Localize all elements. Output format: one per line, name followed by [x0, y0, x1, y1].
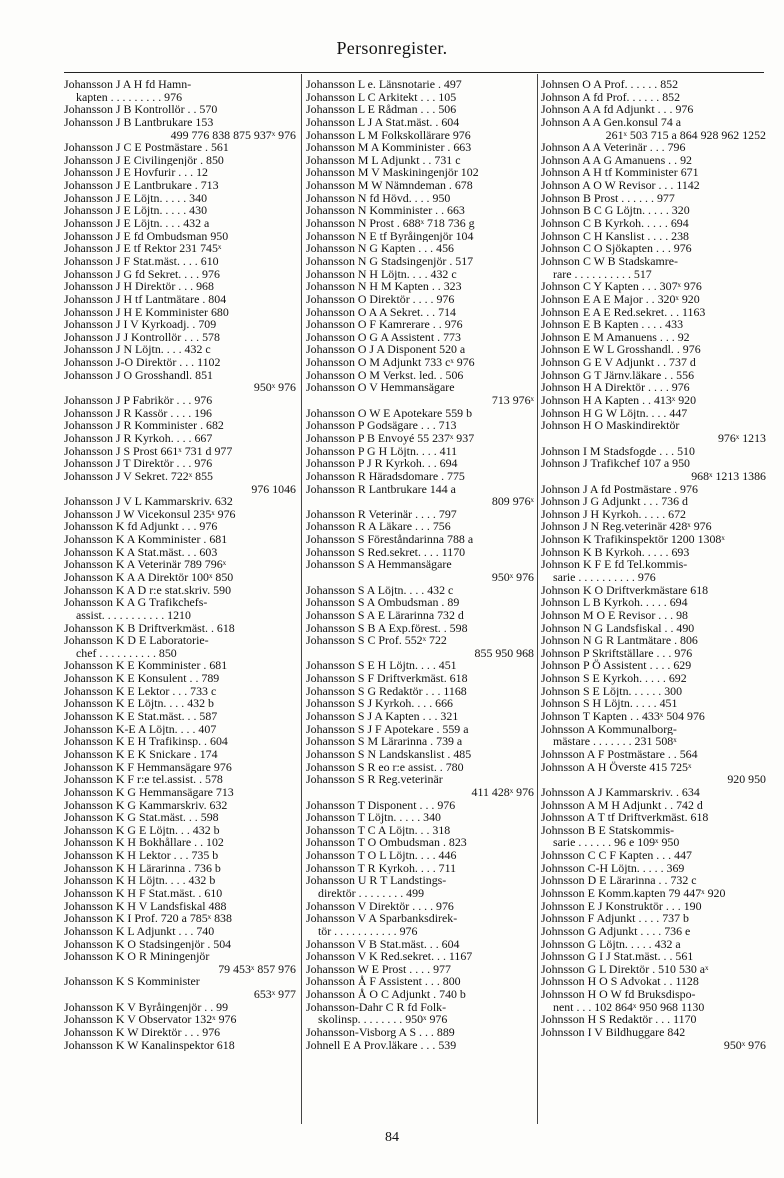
register-entry-line: Johansson S J A Kapten . . . 321	[306, 710, 459, 723]
register-entry-line: Johnson T Kapten . . 433ˣ 504 976	[541, 710, 705, 723]
register-entry-line: Johnson J A fd Postmästare . 976	[541, 482, 698, 496]
register-entry-line: Johnsson A M H Adjunkt . . 742 d	[541, 798, 703, 812]
register-entry-line: Johansson T O Ombudsman . 823	[306, 836, 467, 850]
register-entry-line: Johansson J E fd Ombudsman 950	[64, 229, 229, 243]
register-entry-line: Johansson J E Löjtn. . . . 432 a	[64, 217, 210, 230]
register-entry-line: Johansson K W Direktör . . . 976	[64, 1026, 221, 1039]
register-entry-line: Johansson K G Kammarskriv. 632	[64, 798, 228, 812]
register-entry-line: Johansson J E tf Rektor 231 745ˣ	[64, 242, 222, 255]
register-entry-line: 653ˣ 977	[253, 988, 296, 1001]
register-entry-line: Johansson J F Stat.mäst. . . . 610	[64, 254, 219, 268]
register-entry-line: 79 453ˣ 857 976	[218, 962, 296, 976]
register-entry-line: Johnson N G Landsfiskal . . 490	[541, 621, 695, 635]
register-entry-line: Johansson J A H fd Hamn-	[64, 78, 192, 91]
register-entry-line: Johnson H A Kapten . . 413ˣ 920	[541, 394, 697, 407]
register-entry-line: 950ˣ 976	[491, 570, 534, 584]
register-entry-line: Johansson K F r:e tel.assist. . 578	[64, 773, 223, 786]
register-entry-line: Johansson O V Hemmansägare	[306, 381, 455, 395]
register-entry-line: Johansson K E Löjtn. . . . 432 b	[64, 697, 214, 711]
register-entry-line: Johnsson A F Postmästare . . 564	[541, 747, 698, 761]
register-entry-line: Johansson V A Sparbanksdirek-	[306, 912, 458, 925]
register-entry-line: Johnsson H O W fd Bruksdispo-	[541, 988, 696, 1001]
register-entry-line: Johnson E A E Major . . 320ˣ 920	[541, 292, 700, 306]
register-entry-line: Johansson J E Löjtn. . . . . 430	[64, 204, 208, 218]
register-entry-line: Johansson S A Löjtn. . . . 432 c	[306, 583, 454, 597]
register-entry-line: Johansson T Disponent . . . 976	[306, 798, 456, 812]
register-entry-line: Johansson S R eo r:e assist. . 780	[306, 760, 464, 774]
column-divider	[301, 74, 302, 1124]
register-entry-line: skolinsp. . . . . . . . 950ˣ 976	[318, 1013, 448, 1027]
register-entry-line: Johansson O M Verkst. led. . 506	[306, 368, 464, 382]
register-entry-line: 976ˣ 1213	[717, 431, 766, 445]
page-number: 84	[385, 1130, 399, 1145]
register-entry-line: Johnson H G W Löjtn. . . . 447	[541, 406, 688, 420]
register-entry-line: 411 428ˣ 976	[471, 785, 534, 799]
register-entry-line: Johnsson G Löjtn. . . . . 432 a	[541, 937, 681, 951]
register-entry-line: Johansson K E K Snickare . 174	[64, 747, 218, 761]
register-entry-line: Johansson S A E Lärarinna 732 d	[306, 608, 464, 622]
register-entry-line: Johnsson A H Överste 415 725ˣ	[541, 760, 692, 774]
register-entry-line: Johnsson D E Lärarinna . . 732 c	[541, 874, 697, 887]
register-column-1	[64, 78, 296, 1126]
register-entry-line: Johansson N G Kapten . . . 456	[306, 242, 454, 255]
register-entry-line: Johansson-Dahr C R fd Folk-	[306, 1000, 447, 1014]
register-entry-line: Johnson J H Kyrkoh. . . . . 672	[541, 507, 687, 521]
register-entry-line: Johansson J R Kyrkoh. . . . 667	[64, 431, 213, 445]
register-entry-line: Johansson Å O C Adjunkt . 740 b	[306, 988, 466, 1001]
register-entry-line: Johnsson G Adjunkt . . . . 736 e	[541, 924, 691, 938]
register-entry-line: tör . . . . . . . . . . . 976	[318, 924, 418, 938]
register-entry-line: Johansson J B Kontrollör . . 570	[64, 103, 218, 116]
register-entry-line: Johansson J-O Direktör . . . 1102	[64, 356, 221, 369]
register-entry-line: Johansson K E Konsulent . . 789	[64, 672, 220, 685]
register-entry-line: Johnson L B Kyrkoh. . . . . 694	[541, 596, 688, 609]
register-entry-line: 855 950 968	[474, 646, 534, 660]
register-entry-line: Johansson N E tf Byråingenjör 104	[306, 229, 474, 243]
register-entry-line: Johansson O G A Assistent . 773	[306, 330, 461, 344]
register-entry-line: Johansson P B Envoyé 55 237ˣ 937	[306, 431, 475, 445]
register-entry-line: Johansson K E Stat.mäst. . . 587	[64, 710, 218, 723]
register-entry-line: Johansson M W Nämndeman . 678	[306, 179, 473, 192]
register-entry-line: Johnson C H Kanslist . . . . 238	[541, 229, 689, 243]
register-entry-line: Johansson J R Kassör . . . . 196	[64, 406, 212, 420]
register-entry-line: Johansson J G fd Sekret. . . . 976	[64, 267, 220, 281]
register-entry-line: Johnsson E J Konstruktör . . . 190	[541, 899, 702, 913]
register-entry-line: mästare . . . . . . . 231 508ˣ	[553, 735, 677, 748]
register-entry-line: Johnson K F E fd Tel.kommis-	[541, 558, 688, 571]
register-entry-line: Johnson A A Veterinär . . . 796	[541, 141, 686, 154]
register-entry-line: Johansson R A Läkare . . . 756	[306, 520, 451, 534]
register-entry-line: Johansson V Direktör . . . . 976	[306, 899, 454, 913]
register-entry-line: nent . . . 102 864ˣ 950 968 1130	[553, 1000, 705, 1014]
register-entry-line: Johansson K D E Laboratorie-	[64, 634, 209, 647]
register-entry-line: Johnson K Trafikinspektör 1200 1308ˣ	[541, 533, 725, 546]
register-entry-line: Johansson K B Driftverkmäst. . 618	[64, 621, 235, 635]
register-entry-line: Johansson J V Sekret. 722ˣ 855	[64, 469, 213, 483]
register-entry-line: Johansson S E H Löjtn. . . . 451	[306, 659, 457, 673]
register-entry-line: Johnsson I V Bildhuggare 842	[541, 1026, 686, 1039]
register-column-2	[306, 78, 534, 1126]
register-entry-line: Johansson O Direktör . . . . 976	[306, 292, 455, 306]
register-entry-line: Johansson K V Observator 132ˣ 976	[64, 1013, 237, 1027]
register-entry-line: Johnson B C G Löjtn. . . . . 320	[541, 204, 690, 218]
register-entry-line: Johansson K H Lektor . . . 735 b	[64, 849, 219, 862]
register-entry-line: Johansson K A A Direktör 100ˣ 850	[64, 570, 234, 584]
register-entry-line: Johansson N Komminister . . 663	[306, 204, 465, 218]
register-entry-line: Johnson A A Gen.konsul 74 a	[541, 115, 682, 129]
register-entry-line: Johansson S A Ombudsman . 89	[306, 596, 460, 609]
register-entry-line: Johansson R Lantbrukare 144 a	[306, 482, 456, 496]
register-entry-line: Johansson L J A Stat.mäst. . 604	[306, 115, 460, 129]
register-entry-line: Johansson K I Prof. 720 a 785ˣ 838	[64, 912, 232, 925]
register-entry-line: Johansson K H Lärarinna . 736 b	[64, 861, 221, 875]
register-entry-line: 499 776 838 875 937ˣ 976	[170, 128, 296, 142]
register-entry-line: Johansson O A A Sekret. . . 714	[306, 305, 456, 319]
register-entry-line: Johansson L M Folkskollärare 976	[306, 128, 471, 142]
register-entry-line: rare . . . . . . . . . . 517	[553, 267, 652, 281]
register-entry-line: Johnsson E Komm.kapten 79 447ˣ 920	[541, 887, 726, 900]
register-entry-line: Johansson K A D r:e stat.skriv. 590	[64, 583, 232, 597]
register-entry-line: Johnsson G L Direktör . 510 530 aˣ	[541, 962, 709, 976]
register-entry-line: Johansson J P Fabrikör . . . 976	[64, 394, 213, 407]
register-entry-line: Johansson N fd Hövd. . . . 950	[306, 191, 451, 205]
register-entry-line: Johnsson A T tf Driftverkmäst. 618	[541, 811, 709, 824]
register-entry-line: Johansson N G Stadsingenjör . 517	[306, 254, 474, 268]
register-entry-line: Johansson S F Driftverkmäst. 618	[306, 672, 468, 685]
register-entry-line: Johansson J N Löjtn. . . . 432 c	[64, 343, 211, 357]
register-entry-line: Johansson J E Löjtn. . . . . 340	[64, 191, 208, 205]
register-entry-line: Johansson K H V Landsfiskal 488	[64, 899, 227, 913]
register-entry-line: Johnson E W L Grosshandl. . 976	[541, 343, 701, 357]
register-entry-line: Johnson C Y Kapten . . . 307ˣ 976	[541, 280, 702, 293]
register-entry-line: assist. . . . . . . . . . . 1210	[76, 608, 191, 622]
register-entry-line: Johansson M V Maskiningenjör 102	[306, 166, 479, 180]
register-entry-line: Johnsson F Adjunkt . . . . 737 b	[541, 912, 689, 925]
register-entry-line: Johansson S B A Exp.förest. . 598	[306, 621, 468, 635]
register-entry-line: Johnell E A Prov.läkare . . . 539	[306, 1038, 457, 1052]
register-entry-line: Johnson A fd Prof. . . . . . 852	[541, 90, 681, 104]
register-entry-line: Johnson C B Kyrkoh. . . . . 694	[541, 217, 689, 230]
register-entry-line: 713 976ˣ	[491, 394, 534, 407]
register-entry-line: Johnson A H tf Komminister 671	[541, 166, 699, 180]
register-entry-line: Johansson J H tf Lantmätare . 804	[64, 292, 227, 306]
register-entry-line: Johansson K G Stat.mäst. . . 598	[64, 811, 219, 824]
register-entry-line: Johansson K L Adjunkt . . . 740	[64, 924, 215, 938]
register-entry-line: Johansson J C E Postmästare . 561	[64, 141, 229, 154]
register-entry-line: Johnson A A G Amanuens . . 92	[541, 153, 692, 167]
register-entry-line: Johansson K A Veterinär 789 796ˣ	[64, 558, 227, 571]
register-entry-line: Johnson H A Direktör . . . . 976	[541, 381, 690, 395]
register-entry-line: Johansson K O R Miningenjör	[64, 950, 210, 963]
register-entry-line: Johansson K A G Trafikchefs-	[64, 596, 208, 609]
register-entry-line: Johnson G T Järnv.läkare . . 556	[541, 368, 695, 382]
register-entry-line: Johansson J E Lantbrukare . 713	[64, 179, 219, 192]
register-entry-line: Johnsson A Kommunalborg-	[541, 722, 677, 736]
register-entry-line: 950ˣ 976	[253, 381, 296, 395]
register-entry-line: Johansson P Godsägare . . . 713	[306, 419, 457, 432]
register-entry-line: Johansson P G H Löjtn. . . . 411	[306, 444, 458, 458]
register-entry-line: Johansson T O L Löjtn. . . . 446	[306, 849, 457, 862]
register-entry-line: Johansson N Prost . 688ˣ 718 736 g	[306, 217, 475, 230]
register-entry-line: Johansson L E Rådman . . . 506	[306, 103, 457, 116]
register-entry-line: Johansson L e. Länsnotarie . 497	[306, 78, 462, 91]
register-entry-line: Johnson S H Löjtn. . . . . 451	[541, 697, 678, 711]
register-entry-line: Johnson B Prost . . . . . . 977	[541, 191, 675, 205]
register-entry-line: Johnsson A J Kammarskriv. . 634	[541, 785, 700, 799]
register-entry-line: Johansson O W E Apotekare 559 b	[306, 406, 473, 420]
register-entry-line: Johnson J N Reg.veterinär 428ˣ 976	[541, 520, 712, 534]
register-entry-line: Johnson K O Driftverkmästare 618	[541, 583, 709, 597]
register-entry-line: Johnson S E Löjtn. . . . . . 300	[541, 684, 683, 698]
register-entry-line: Johansson K E Komminister . 681	[64, 659, 228, 673]
register-entry-line: Johnson E A E Red.sekret. . . 1163	[541, 305, 706, 319]
register-entry-line: Johansson S J Kyrkoh. . . . 666	[306, 697, 453, 711]
register-entry-line: Johnsson C C F Kapten . . . 447	[541, 849, 692, 862]
register-entry-line: Johnson I M Stadsfogde . . . 510	[541, 444, 695, 458]
register-entry-line: Johnson N G R Lantmätare . 806	[541, 634, 698, 647]
register-entry-line: Johansson K H Löjtn. . . . 432 b	[64, 874, 216, 887]
register-entry-line: Johansson S J F Apotekare . 559 a	[306, 722, 469, 736]
column-divider	[537, 74, 538, 1124]
register-entry-line: Johansson K A Stat.mäst. . . 603	[64, 545, 218, 559]
register-entry-line: Johansson J I V Kyrkoadj. . 709	[64, 318, 217, 331]
register-entry-line: 968ˣ 1213 1386	[691, 469, 766, 483]
register-entry-line: Johansson K E H Trafikinsp. . 604	[64, 735, 228, 748]
register-entry-line: Johansson K O Stadsingenjör . 504	[64, 937, 232, 951]
register-entry-line: Johansson S G Redaktör . . . 1168	[306, 684, 467, 698]
register-entry-line: Johansson K S Komminister	[64, 975, 200, 989]
register-entry-line: Johansson V K Red.sekret. . . 1167	[306, 950, 473, 963]
register-entry-line: Johnson A O W Revisor . . . 1142	[541, 179, 700, 192]
register-entry-line: Johansson S Red.sekret. . . . 1170	[306, 545, 466, 559]
register-entry-line: Johansson M L Adjunkt . . 731 c	[306, 153, 461, 167]
register-entry-line: Johansson M A Komminister . 663	[306, 141, 472, 154]
register-entry-line: Johansson J E Hovfurir . . . 12	[64, 166, 208, 180]
register-entry-line: Johansson S N Landskanslist . 485	[306, 747, 472, 761]
register-entry-line: Johansson Å F Assistent . . . 800	[306, 975, 461, 989]
register-entry-line: Johnson H O Maskindirektör	[541, 419, 680, 432]
register-entry-line: Johansson J W Vicekonsul 235ˣ 976	[64, 507, 236, 521]
title-rule	[64, 72, 764, 73]
register-entry-line: Johansson S C Prof. 552ˣ 722	[306, 634, 447, 647]
register-entry-line: Johnson P Ö Assistent . . . . 629	[541, 659, 692, 673]
register-entry-line: Johansson R Veterinär . . . . 797	[306, 507, 457, 521]
register-entry-line: Johansson K E Lektor . . . 733 c	[64, 684, 217, 698]
register-entry-line: Johansson N H Löjtn. . . . 432 c	[306, 267, 457, 281]
register-entry-line: Johansson S R Reg.veterinär	[306, 773, 443, 786]
register-entry-line: Johansson S M Lärarinna . 739 a	[306, 735, 463, 748]
register-entry-line: Johansson K H Bokhållare . . 102	[64, 836, 224, 850]
register-entry-line: Johnson C O Sjökapten . . . 976	[541, 242, 692, 255]
register-entry-line: 920 950	[727, 773, 766, 786]
register-entry-line: Johansson S Föreståndarinna 788 a	[306, 533, 474, 546]
register-entry-line: Johansson K V Byråingenjör . . 99	[64, 1000, 229, 1014]
register-entry-line: Johansson J O Grosshandl. 851	[64, 368, 213, 382]
register-entry-line: Johnson E B Kapten . . . . 433	[541, 318, 684, 331]
register-entry-line: Johansson J T Direktör . . . 976	[64, 457, 213, 470]
register-entry-line: Johansson O J A Disponent 520 a	[306, 343, 466, 357]
register-entry-line: Johansson P J R Kyrkoh. . . 694	[306, 457, 458, 470]
register-entry-line: Johansson K fd Adjunkt . . . 976	[64, 520, 218, 534]
register-entry-line: Johansson L C Arkitekt . . . 105	[306, 90, 457, 104]
register-entry-line: Johansson K H F Stat.mäst. . 610	[64, 887, 223, 900]
register-column-3	[541, 78, 766, 1126]
register-entry-line: Johnson J G Adjunkt . . . 736 d	[541, 495, 688, 508]
register-entry-line: 976 1046	[251, 482, 296, 496]
register-entry-line: Johansson T C A Löjtn. . . 318	[306, 823, 451, 837]
register-entry-line: Johnson E M Amanuens . . . 92	[541, 330, 690, 344]
register-entry-line: Johansson K-E A Löjtn. . . . 407	[64, 722, 217, 736]
register-entry-line: Johansson J R Komminister . 682	[64, 419, 224, 432]
register-entry-line: Johnsson B E Statskommis-	[541, 823, 675, 837]
register-entry-line: sarie . . . . . . 96 e 109ˣ 950	[553, 836, 680, 850]
register-entry-line: Johansson W E Prost . . . . 977	[306, 962, 451, 976]
register-entry-line: Johansson K W Kanalinspektor 618	[64, 1038, 235, 1052]
register-entry-line: Johansson O F Kamrerare . . 976	[306, 318, 463, 331]
register-entry-line: Johansson J H E Komminister 680	[64, 305, 229, 319]
register-entry-line: Johansson U R T Landstings-	[306, 874, 447, 887]
register-entry-line: Johansson K G Hemmansägare 713	[64, 785, 234, 799]
register-entry-line: Johansson J J Kontrollör . . . 578	[64, 330, 220, 344]
register-entry-line: Johansson J S Prost 661ˣ 731 d 977	[64, 444, 233, 458]
register-entry-line: Johansson K G E Löjtn. . . 432 b	[64, 823, 220, 837]
register-entry-line: Johnsson H S Redaktör . . . 1170	[541, 1013, 697, 1027]
register-entry-line: Johnsson G I J Stat.mäst. . . 561	[541, 950, 694, 963]
register-entry-line: Johnson G E V Adjunkt . . 737 d	[541, 356, 696, 369]
register-entry-line: Johnsen O A Prof. . . . . . 852	[541, 78, 679, 91]
register-entry-line: Johnsson C-H Löjtn. . . . . 369	[541, 861, 685, 875]
register-entry-line: 261ˣ 503 715 a 864 928 962 1252	[605, 128, 766, 142]
register-entry-line: direktör . . . . . . . . 499	[318, 887, 425, 900]
register-entry-line: Johansson K A Komminister . 681	[64, 533, 228, 546]
register-entry-line: Johnsson H O S Advokat . . 1128	[541, 975, 699, 989]
register-entry-line: Johansson J E Civilingenjör . 850	[64, 153, 224, 167]
register-entry-line: Johnson P Skriftställare . . . 976	[541, 646, 693, 660]
register-entry-line: kapten . . . . . . . . . 976	[76, 90, 183, 104]
register-entry-line: 950ˣ 976	[723, 1038, 766, 1052]
register-entry-line: Johansson K F Hemmansägare 976	[64, 760, 232, 774]
register-entry-line: Johnson C W B Stadskamre-	[541, 254, 678, 268]
register-entry-line: Johnson A A fd Adjunkt . . . 976	[541, 103, 694, 116]
register-entry-line: Johnson M O E Revisor . . . 98	[541, 608, 688, 622]
register-entry-line: Johansson V B Stat.mäst. . . 604	[306, 937, 460, 951]
register-entry-line: Johnson K B Kyrkoh. . . . . 693	[541, 545, 690, 559]
register-entry-line: Johansson J B Lantbrukare 153	[64, 115, 214, 129]
register-entry-line: chef . . . . . . . . . . 850	[76, 646, 177, 660]
register-entry-line: Johansson O M Adjunkt 733 cˣ 976	[306, 356, 475, 369]
page-title: Personregister.	[336, 38, 448, 58]
register-entry-line: Johansson T R Kyrkoh. . . . 711	[306, 861, 457, 875]
register-entry-line: sarie . . . . . . . . . . 976	[553, 570, 656, 584]
register-entry-line: Johansson T Löjtn. . . . . 340	[306, 811, 441, 824]
register-entry-line: Johansson J V L Kammarskriv. 632	[64, 495, 233, 508]
register-entry-line: Johnson S E Kyrkoh. . . . . 692	[541, 672, 687, 685]
register-entry-line: Johansson J H Direktör . . . 968	[64, 280, 214, 293]
register-entry-line: Johansson N H M Kapten . . 323	[306, 280, 462, 293]
register-entry-line: Johansson R Häradsdomare . 775	[306, 469, 465, 483]
register-entry-line: Johansson S A Hemmansägare	[306, 558, 452, 571]
register-entry-line: Johnson J Trafikchef 107 a 950	[541, 457, 690, 470]
register-entry-line: 809 976ˣ	[491, 495, 534, 508]
register-entry-line: Johansson-Visborg A S . . . 889	[306, 1026, 455, 1039]
